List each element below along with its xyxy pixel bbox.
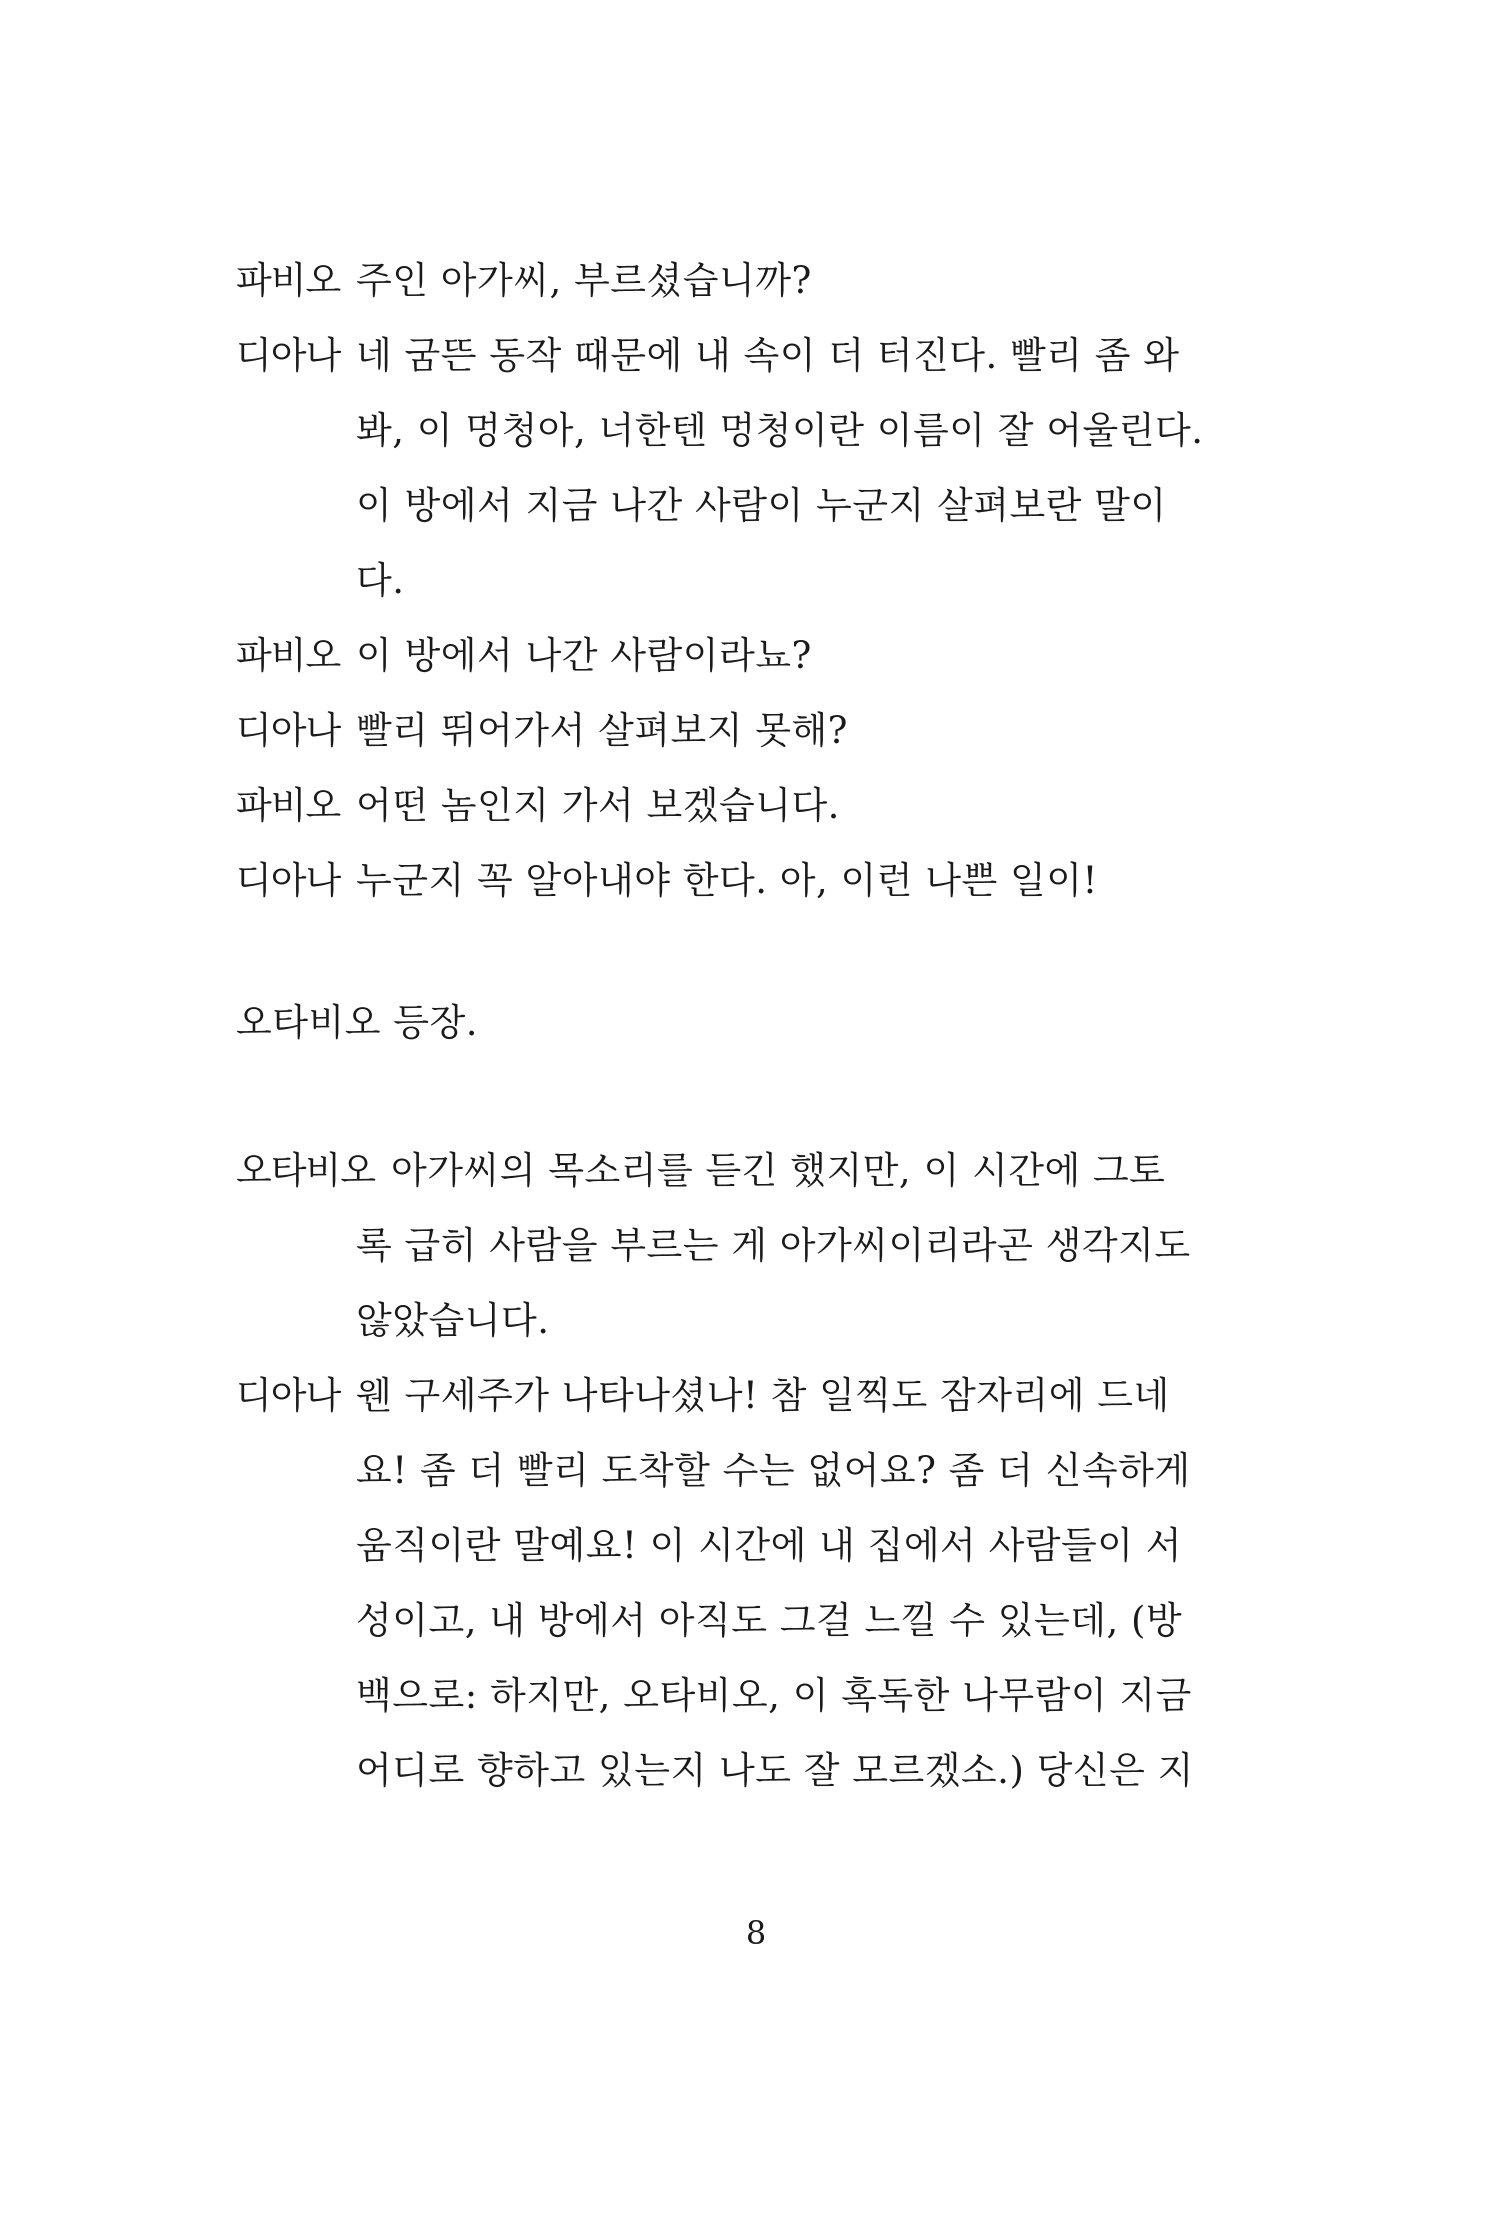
speech-line: 어떤 놈인지 가서 보겠습니다.: [356, 784, 840, 827]
speech-line: 주인 아가씨, 부르셨습니까?: [356, 259, 812, 302]
speaker-name: 파비오: [236, 784, 341, 827]
speaker-name: 디아나: [236, 859, 341, 902]
speech-octavio-1: [236, 1133, 1191, 1358]
speech-line: 성이고, 내 방에서 아직도 그걸 느낄 수 있는데, (방: [356, 1599, 1183, 1642]
speech-line: 빨리 뛰어가서 살펴보지 못해?: [356, 709, 849, 752]
speaker-name: 파비오: [236, 634, 341, 677]
speaker-name: 디아나: [236, 334, 341, 377]
speech-line: 이 방에서 나간 사람이라뇨?: [356, 634, 812, 677]
speech-line: 이 방에서 지금 나간 사람이 누군지 살펴보란 말이: [356, 484, 1167, 527]
speaker-name: 오타비오: [236, 1149, 375, 1192]
speech-line: 어디로 향하고 있는지 나도 잘 모르겠소.) 당신은 지: [356, 1749, 1194, 1792]
speech-line: 봐, 이 멍청아, 너한텐 멍청이란 이름이 잘 어울린다.: [356, 409, 1204, 452]
speech-diana-4: [236, 1358, 1194, 1808]
page-number: 8: [745, 1914, 767, 1952]
speech-line: 움직이란 말예요! 이 시간에 내 집에서 사람들이 서: [356, 1524, 1183, 1567]
speaker-name: 파비오: [236, 259, 341, 302]
speech-line: 다.: [356, 559, 405, 602]
stage-direction: 오타비오 등장.: [236, 1001, 478, 1044]
speech-diana-3: [236, 843, 1176, 918]
speaker-name: 디아나: [236, 709, 341, 752]
speech-fabio-2: [236, 618, 1176, 693]
speech-line: 않았습니다.: [356, 1299, 550, 1342]
speaker-name: 디아나: [236, 1374, 341, 1417]
speech-line: 누군지 꼭 알아내야 한다. 아, 이런 나쁜 일이!: [356, 859, 1098, 902]
speech-line: 록 급히 사람을 부르는 게 아가씨이리라곤 생각지도: [356, 1224, 1191, 1267]
speech-line: 웬 구세주가 나타나셨나! 참 일찍도 잠자리에 드네: [356, 1374, 1170, 1417]
speech-line: 요! 좀 더 빨리 도착할 수는 없어요? 좀 더 신속하게: [356, 1449, 1191, 1492]
speech-diana-2: [236, 693, 1176, 768]
speech-line: 아가씨의 목소리를 듣긴 했지만, 이 시간에 그토: [391, 1149, 1166, 1192]
speech-fabio-3: [236, 768, 1176, 843]
speech-line: 네 굼뜬 동작 때문에 내 속이 더 터진다. 빨리 좀 와: [356, 334, 1180, 377]
speech-diana-1: [236, 318, 1204, 618]
speech-fabio-1: [236, 243, 1176, 318]
speech-line: 백으로: 하지만, 오타비오, 이 혹독한 나무람이 지금: [356, 1674, 1192, 1717]
